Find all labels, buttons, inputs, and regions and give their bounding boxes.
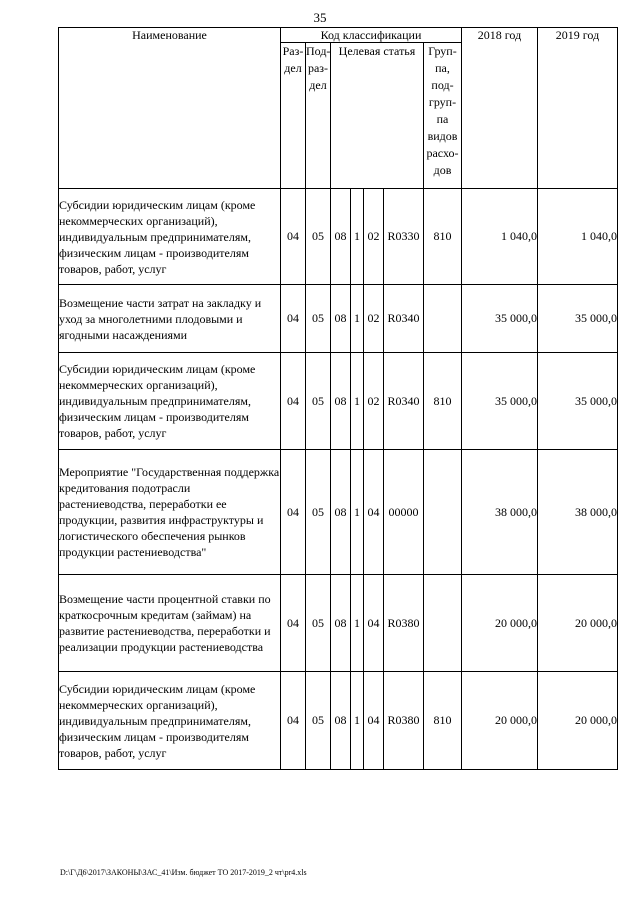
row-expense-group: 810 xyxy=(424,189,462,285)
row-podrazdel: 05 xyxy=(306,450,331,575)
row-target-subprogram: 1 xyxy=(351,450,364,575)
row-podrazdel: 05 xyxy=(306,672,331,770)
row-podrazdel: 05 xyxy=(306,353,331,450)
header-target: Целевая статья xyxy=(331,43,424,189)
file-path-footer: D:\Г\Д6\2017\ЗАКОНЫ\ЗАС_41\Изм. бюджет ТО 2017-2019_2 чт\pr4.xls xyxy=(60,868,307,877)
budget-table xyxy=(58,27,618,770)
table-row xyxy=(59,575,618,672)
header-code: Код классификации xyxy=(281,28,462,43)
row-target-subprogram: 1 xyxy=(351,672,364,770)
row-target-subprogram: 1 xyxy=(351,575,364,672)
row-target-event: 02 xyxy=(364,189,384,285)
row-expense-group xyxy=(424,285,462,353)
row-target-subprogram: 1 xyxy=(351,285,364,353)
row-expense-group xyxy=(424,450,462,575)
row-target-event: 04 xyxy=(364,672,384,770)
row-razdel: 04 xyxy=(281,285,306,353)
row-target-event: 04 xyxy=(364,575,384,672)
row-target-program: 08 xyxy=(331,672,351,770)
row-razdel: 04 xyxy=(281,189,306,285)
row-podrazdel: 05 xyxy=(306,575,331,672)
row-target-program: 08 xyxy=(331,575,351,672)
row-podrazdel: 05 xyxy=(306,189,331,285)
table-body xyxy=(59,189,618,770)
row-target-direction: R0380 xyxy=(384,672,424,770)
row-target-subprogram: 1 xyxy=(351,353,364,450)
row-target-direction: R0340 xyxy=(384,285,424,353)
header-year-2018: 2018 год xyxy=(462,28,538,189)
row-amount-2018: 20 000,0 xyxy=(462,575,538,672)
row-amount-2019: 38 000,0 xyxy=(538,450,618,575)
table-row xyxy=(59,285,618,353)
row-target-direction: 00000 xyxy=(384,450,424,575)
table-row xyxy=(59,189,618,285)
row-name: Мероприятие "Государственная поддержка кредитования подотрасли растениеводства, переработки ее продукции, развития инфраструктуры и логистического обеспечения рынков продукции растениеводства" xyxy=(59,450,281,575)
row-target-subprogram: 1 xyxy=(351,189,364,285)
row-amount-2018: 35 000,0 xyxy=(462,353,538,450)
table-row xyxy=(59,450,618,575)
row-expense-group: 810 xyxy=(424,672,462,770)
header-razdel: Раз-дел xyxy=(281,43,306,189)
row-amount-2019: 1 040,0 xyxy=(538,189,618,285)
row-amount-2018: 35 000,0 xyxy=(462,285,538,353)
row-name: Возмещение части затрат на закладку и уход за многолетними плодовыми и ягодными насаждениями xyxy=(59,285,281,353)
row-podrazdel: 05 xyxy=(306,285,331,353)
row-amount-2019: 35 000,0 xyxy=(538,353,618,450)
row-target-program: 08 xyxy=(331,353,351,450)
row-target-direction: R0380 xyxy=(384,575,424,672)
header-year-2019: 2019 год xyxy=(538,28,618,189)
row-amount-2018: 1 040,0 xyxy=(462,189,538,285)
row-name: Субсидии юридическим лицам (кроме некоммерческих организаций), индивидуальным предпринимателям, физическим лицам - производителям товаров, работ, услуг xyxy=(59,672,281,770)
row-expense-group: 810 xyxy=(424,353,462,450)
row-target-program: 08 xyxy=(331,189,351,285)
row-razdel: 04 xyxy=(281,353,306,450)
row-razdel: 04 xyxy=(281,672,306,770)
row-amount-2018: 20 000,0 xyxy=(462,672,538,770)
row-target-direction: R0330 xyxy=(384,189,424,285)
row-target-event: 04 xyxy=(364,450,384,575)
page-number: 35 xyxy=(313,10,327,25)
row-target-direction: R0340 xyxy=(384,353,424,450)
row-target-event: 02 xyxy=(364,285,384,353)
row-name: Возмещение части процентной ставки по краткосрочным кредитам (займам) на развитие растениеводства, переработки и реализации продукции растениеводства xyxy=(59,575,281,672)
row-amount-2019: 20 000,0 xyxy=(538,575,618,672)
row-target-program: 08 xyxy=(331,450,351,575)
table-row xyxy=(59,353,618,450)
table-row xyxy=(59,672,618,770)
row-amount-2018: 38 000,0 xyxy=(462,450,538,575)
row-razdel: 04 xyxy=(281,450,306,575)
header-name: Наименование xyxy=(59,28,281,189)
table-header xyxy=(59,28,618,189)
header-podrazdel: Под-раз-дел xyxy=(306,43,331,189)
row-expense-group xyxy=(424,575,462,672)
row-target-event: 02 xyxy=(364,353,384,450)
row-amount-2019: 20 000,0 xyxy=(538,672,618,770)
row-name: Субсидии юридическим лицам (кроме некоммерческих организаций), индивидуальным предпринимателям, физическим лицам - производителям товаров, работ, услуг xyxy=(59,189,281,285)
row-target-program: 08 xyxy=(331,285,351,353)
row-name: Субсидии юридическим лицам (кроме некоммерческих организаций), индивидуальным предпринимателям, физическим лицам - производителям товаров, работ, услуг xyxy=(59,353,281,450)
row-razdel: 04 xyxy=(281,575,306,672)
header-group: Груп-па, под-груп-па видов расхо-дов xyxy=(424,43,462,189)
row-amount-2019: 35 000,0 xyxy=(538,285,618,353)
